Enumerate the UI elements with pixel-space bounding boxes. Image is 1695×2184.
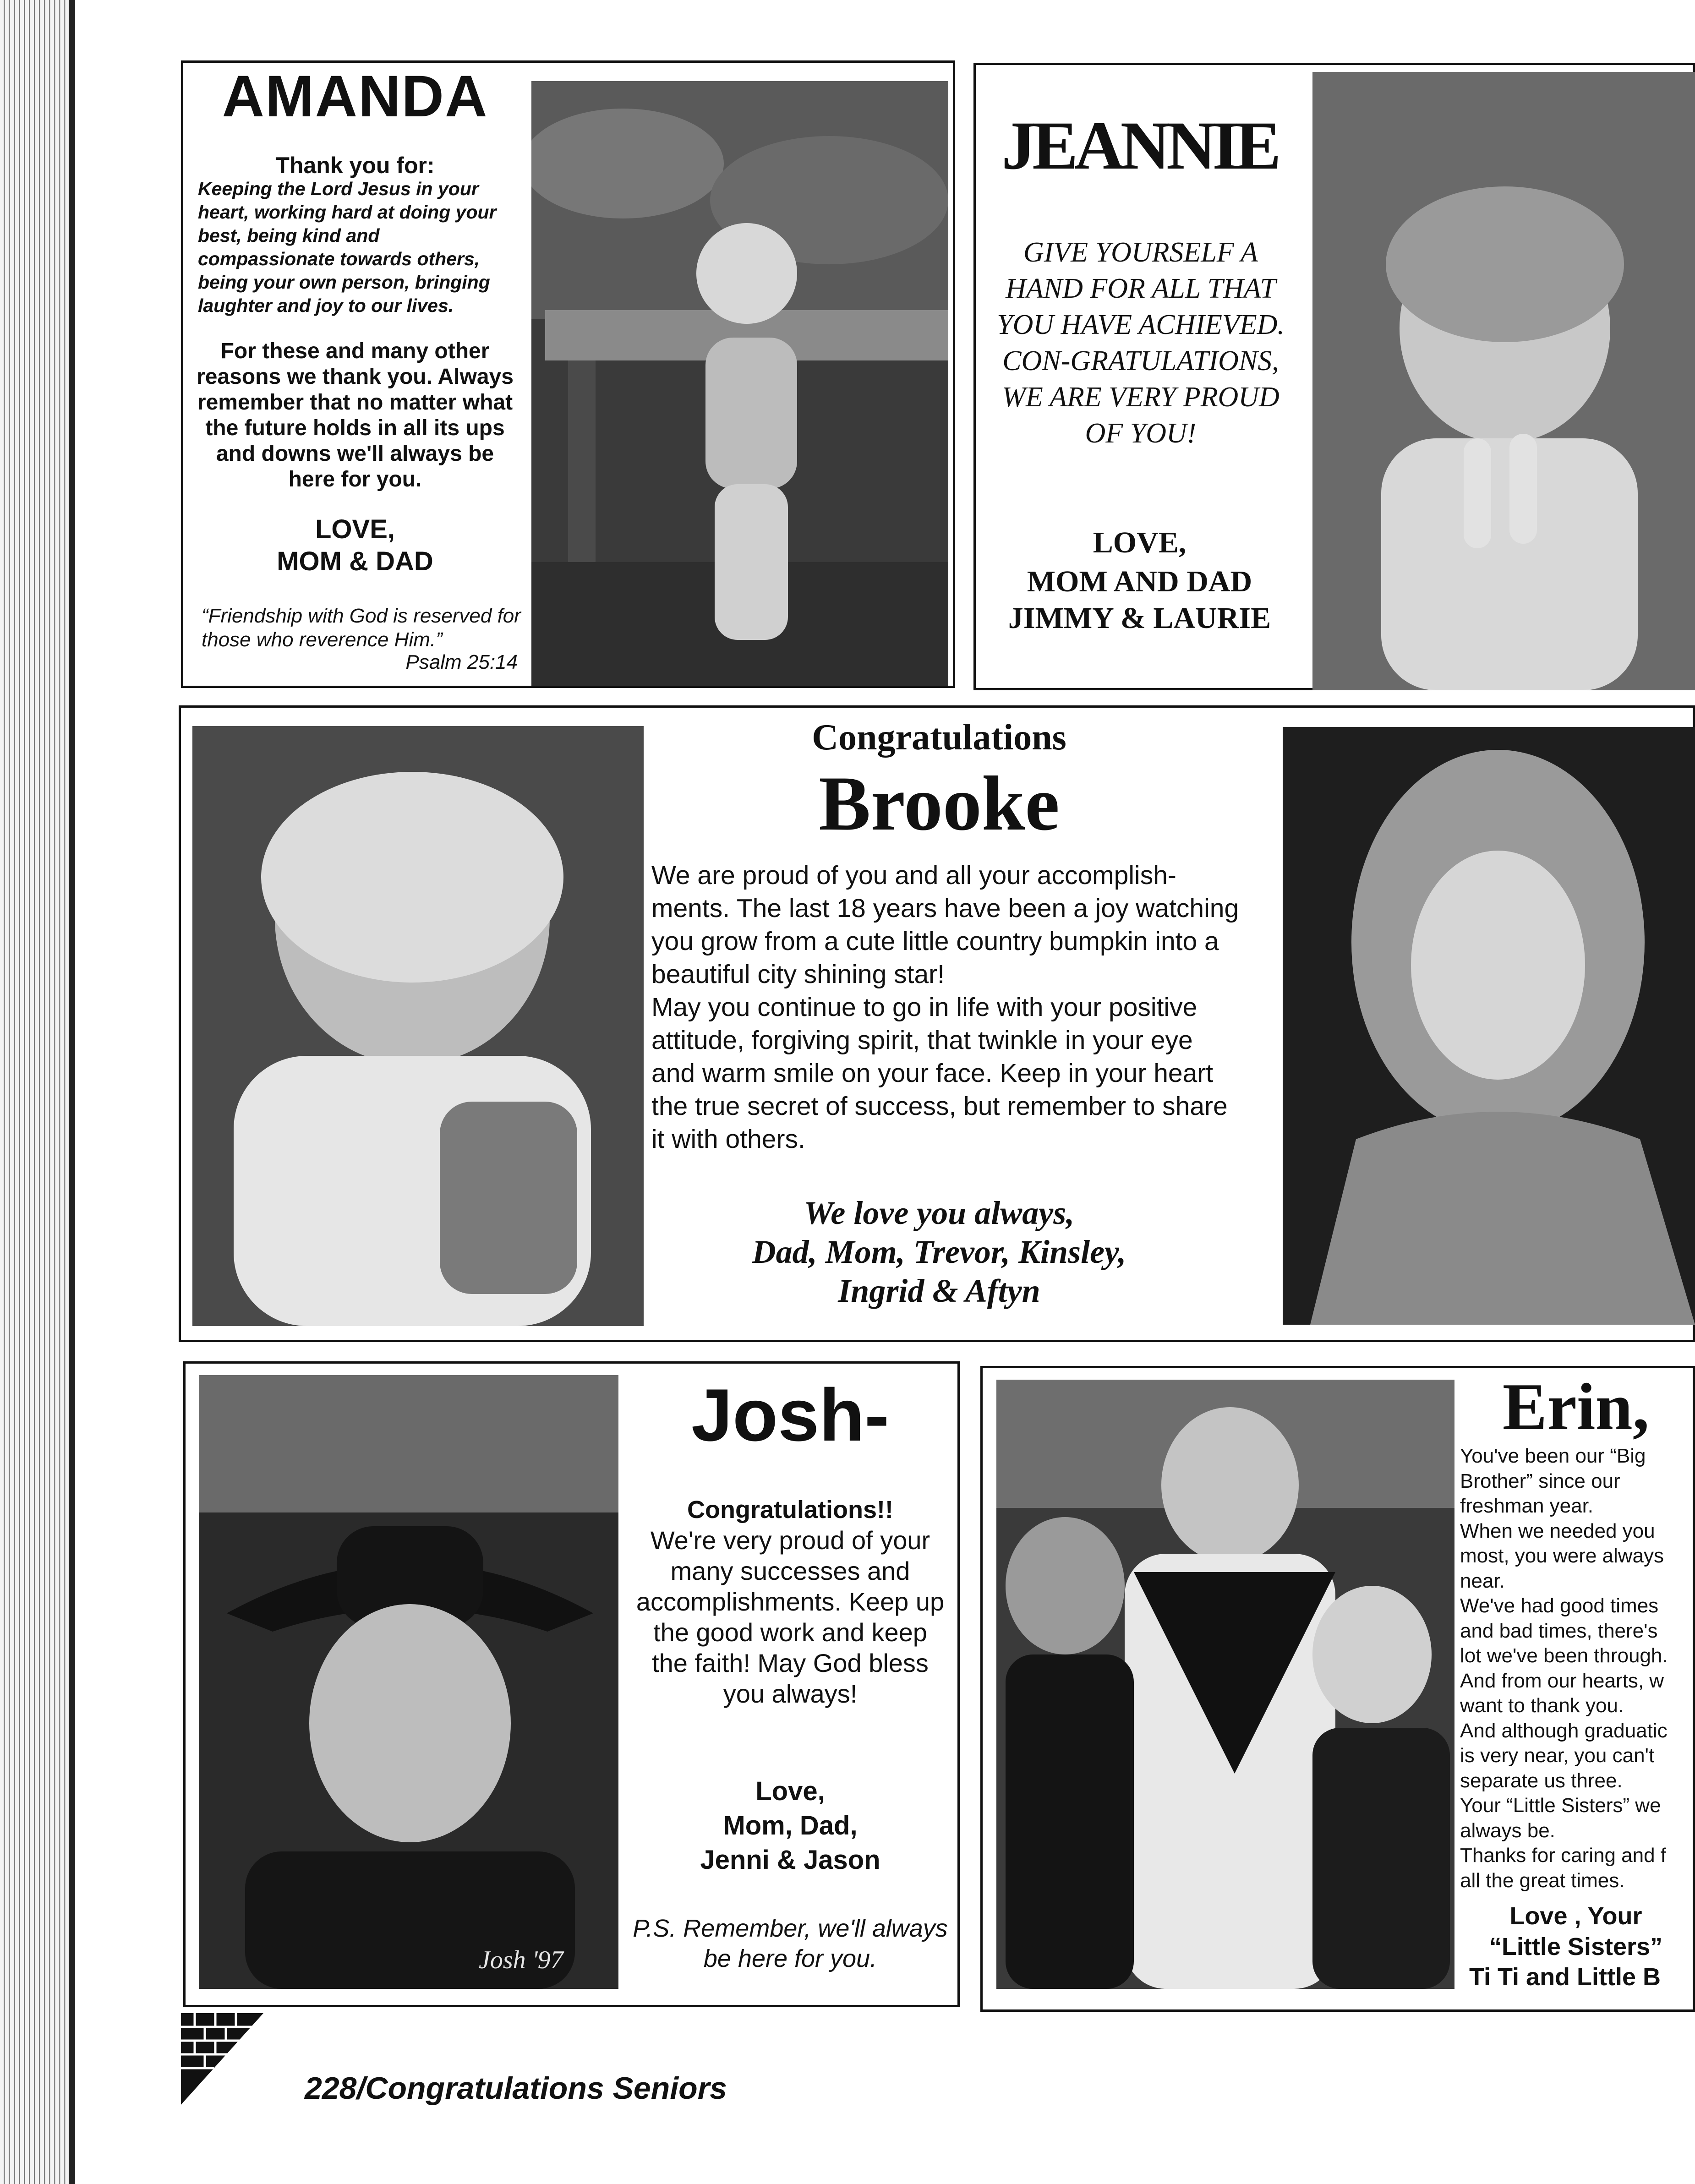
- amanda-signature: MOM & DAD: [277, 546, 433, 576]
- book-spine-shadow: [69, 0, 75, 2184]
- erin-message-line: Brother” since our: [1460, 1469, 1620, 1492]
- erin-friends-photo: [996, 1380, 1454, 1989]
- brooke-message: We are proud of you and all your accomplish-ments. The last 18 years have been a joy watching you grow from a cute little country bumpkin into a beautiful city shining star!: [651, 861, 1239, 989]
- jeannie-ad: [973, 63, 1695, 690]
- josh-love: Love,: [755, 1776, 825, 1806]
- erin-message-line: freshman year.: [1460, 1495, 1594, 1517]
- josh-message: We're very proud of your many successes and accomplishments. Keep up the good work and keep the faith! May God bless you always!: [636, 1526, 945, 1708]
- brooke-sign-1: We love you always,: [804, 1195, 1075, 1231]
- erin-sign-2: “Little Sisters”: [1489, 1933, 1663, 1960]
- jeannie-signature-1: MOM AND DAD: [1027, 565, 1252, 598]
- brooke-heading: Congratulations: [812, 717, 1066, 758]
- josh-title: Josh-: [691, 1374, 890, 1457]
- josh-photo-caption: Josh '97: [479, 1946, 563, 1974]
- jeannie-love: LOVE,: [1093, 526, 1186, 559]
- book-spine-edge: [0, 0, 69, 2184]
- amanda-thanks-text: Keeping the Lord Jesus in your heart, working hard at doing your best, being kind and compassionate towards others, being your own person, bringing laughter and joy to our lives.: [198, 178, 497, 316]
- josh-congrats: Congratulations!!: [687, 1496, 893, 1523]
- erin-message-line: lot we've been through.: [1460, 1644, 1668, 1667]
- erin-message-line: want to thank you.: [1460, 1694, 1624, 1717]
- amanda-ad: [181, 60, 955, 688]
- erin-sign-3: Ti Ti and Little B: [1469, 1963, 1661, 1991]
- erin-message-line: And from our hearts, w: [1460, 1669, 1664, 1692]
- amanda-reasons-text: For these and many other reasons we thank you. Always remember that no matter what the future holds in all its ups and downs we'll always be here for you.: [197, 339, 514, 491]
- jeannie-signature-2: JIMMY & LAURIE: [1008, 601, 1271, 635]
- amanda-quote: “Friendship with God is reserved for those who reverence Him.”: [202, 605, 521, 651]
- erin-ad: [980, 1366, 1695, 2012]
- amanda-thanks-heading: Thank you for:: [275, 153, 435, 178]
- erin-message-line: Thanks for caring and f: [1460, 1844, 1667, 1867]
- brick-corner-graphic: [181, 2013, 263, 2105]
- amanda-baby-photo: [531, 81, 948, 686]
- erin-message-line: most, you were always: [1460, 1545, 1664, 1567]
- erin-message-line: We've had good times: [1460, 1594, 1659, 1617]
- erin-message-line: near.: [1460, 1569, 1505, 1592]
- amanda-love: LOVE,: [315, 514, 395, 544]
- brooke-senior-photo: [1283, 727, 1695, 1325]
- erin-message-line: Your “Little Sisters” we: [1460, 1794, 1661, 1817]
- josh-ad: [183, 1361, 960, 2007]
- brooke-child-photo: [192, 726, 644, 1326]
- josh-sign-2: Jenni & Jason: [700, 1845, 880, 1875]
- brooke-message-2: May you continue to go in life with your positive attitude, forgiving spirit, that twinkle in your eye and warm smile on your face. Keep in your heart the true secret of success, but remember to share it with others.: [651, 993, 1228, 1154]
- josh-sign-1: Mom, Dad,: [723, 1811, 858, 1840]
- erin-message-line: always be.: [1460, 1819, 1555, 1842]
- brooke-ad: [179, 705, 1695, 1342]
- erin-message-line: You've been our “Big: [1460, 1445, 1646, 1467]
- brooke-sign-2: Dad, Mom, Trevor, Kinsley,: [752, 1234, 1126, 1270]
- erin-title: Erin,: [1502, 1370, 1650, 1444]
- josh-ps: P.S. Remember, we'll always be here for you.: [633, 1915, 948, 1972]
- josh-cowboy-photo: [199, 1375, 618, 1989]
- erin-message-line: separate us three.: [1460, 1769, 1623, 1792]
- amanda-title: AMANDA: [222, 64, 488, 129]
- brooke-name: Brooke: [819, 760, 1060, 846]
- erin-sign-1: Love , Your: [1509, 1902, 1642, 1930]
- amanda-quote-ref: Psalm 25:14: [405, 651, 518, 673]
- jeannie-toddler-photo: [1312, 72, 1695, 690]
- erin-message-line: and bad times, there's: [1460, 1619, 1658, 1642]
- jeannie-title: JEANNIE: [1001, 108, 1278, 184]
- erin-message-line: And although graduatic: [1460, 1719, 1668, 1742]
- erin-message: [1460, 1444, 1694, 1893]
- erin-message-line: all the great times.: [1460, 1869, 1625, 1892]
- brooke-sign-3: Ingrid & Aftyn: [838, 1272, 1040, 1309]
- erin-message-line: is very near, you can't: [1460, 1744, 1655, 1767]
- page-title-footer: 228/Congratulations Seniors: [305, 2071, 727, 2106]
- jeannie-message: GIVE YOURSELF A HAND FOR ALL THAT YOU HAVE ACHIEVED. CON-GRATULATIONS, WE ARE VERY PROUD OF YOU!: [997, 237, 1285, 449]
- erin-message-line: When we needed you: [1460, 1519, 1655, 1542]
